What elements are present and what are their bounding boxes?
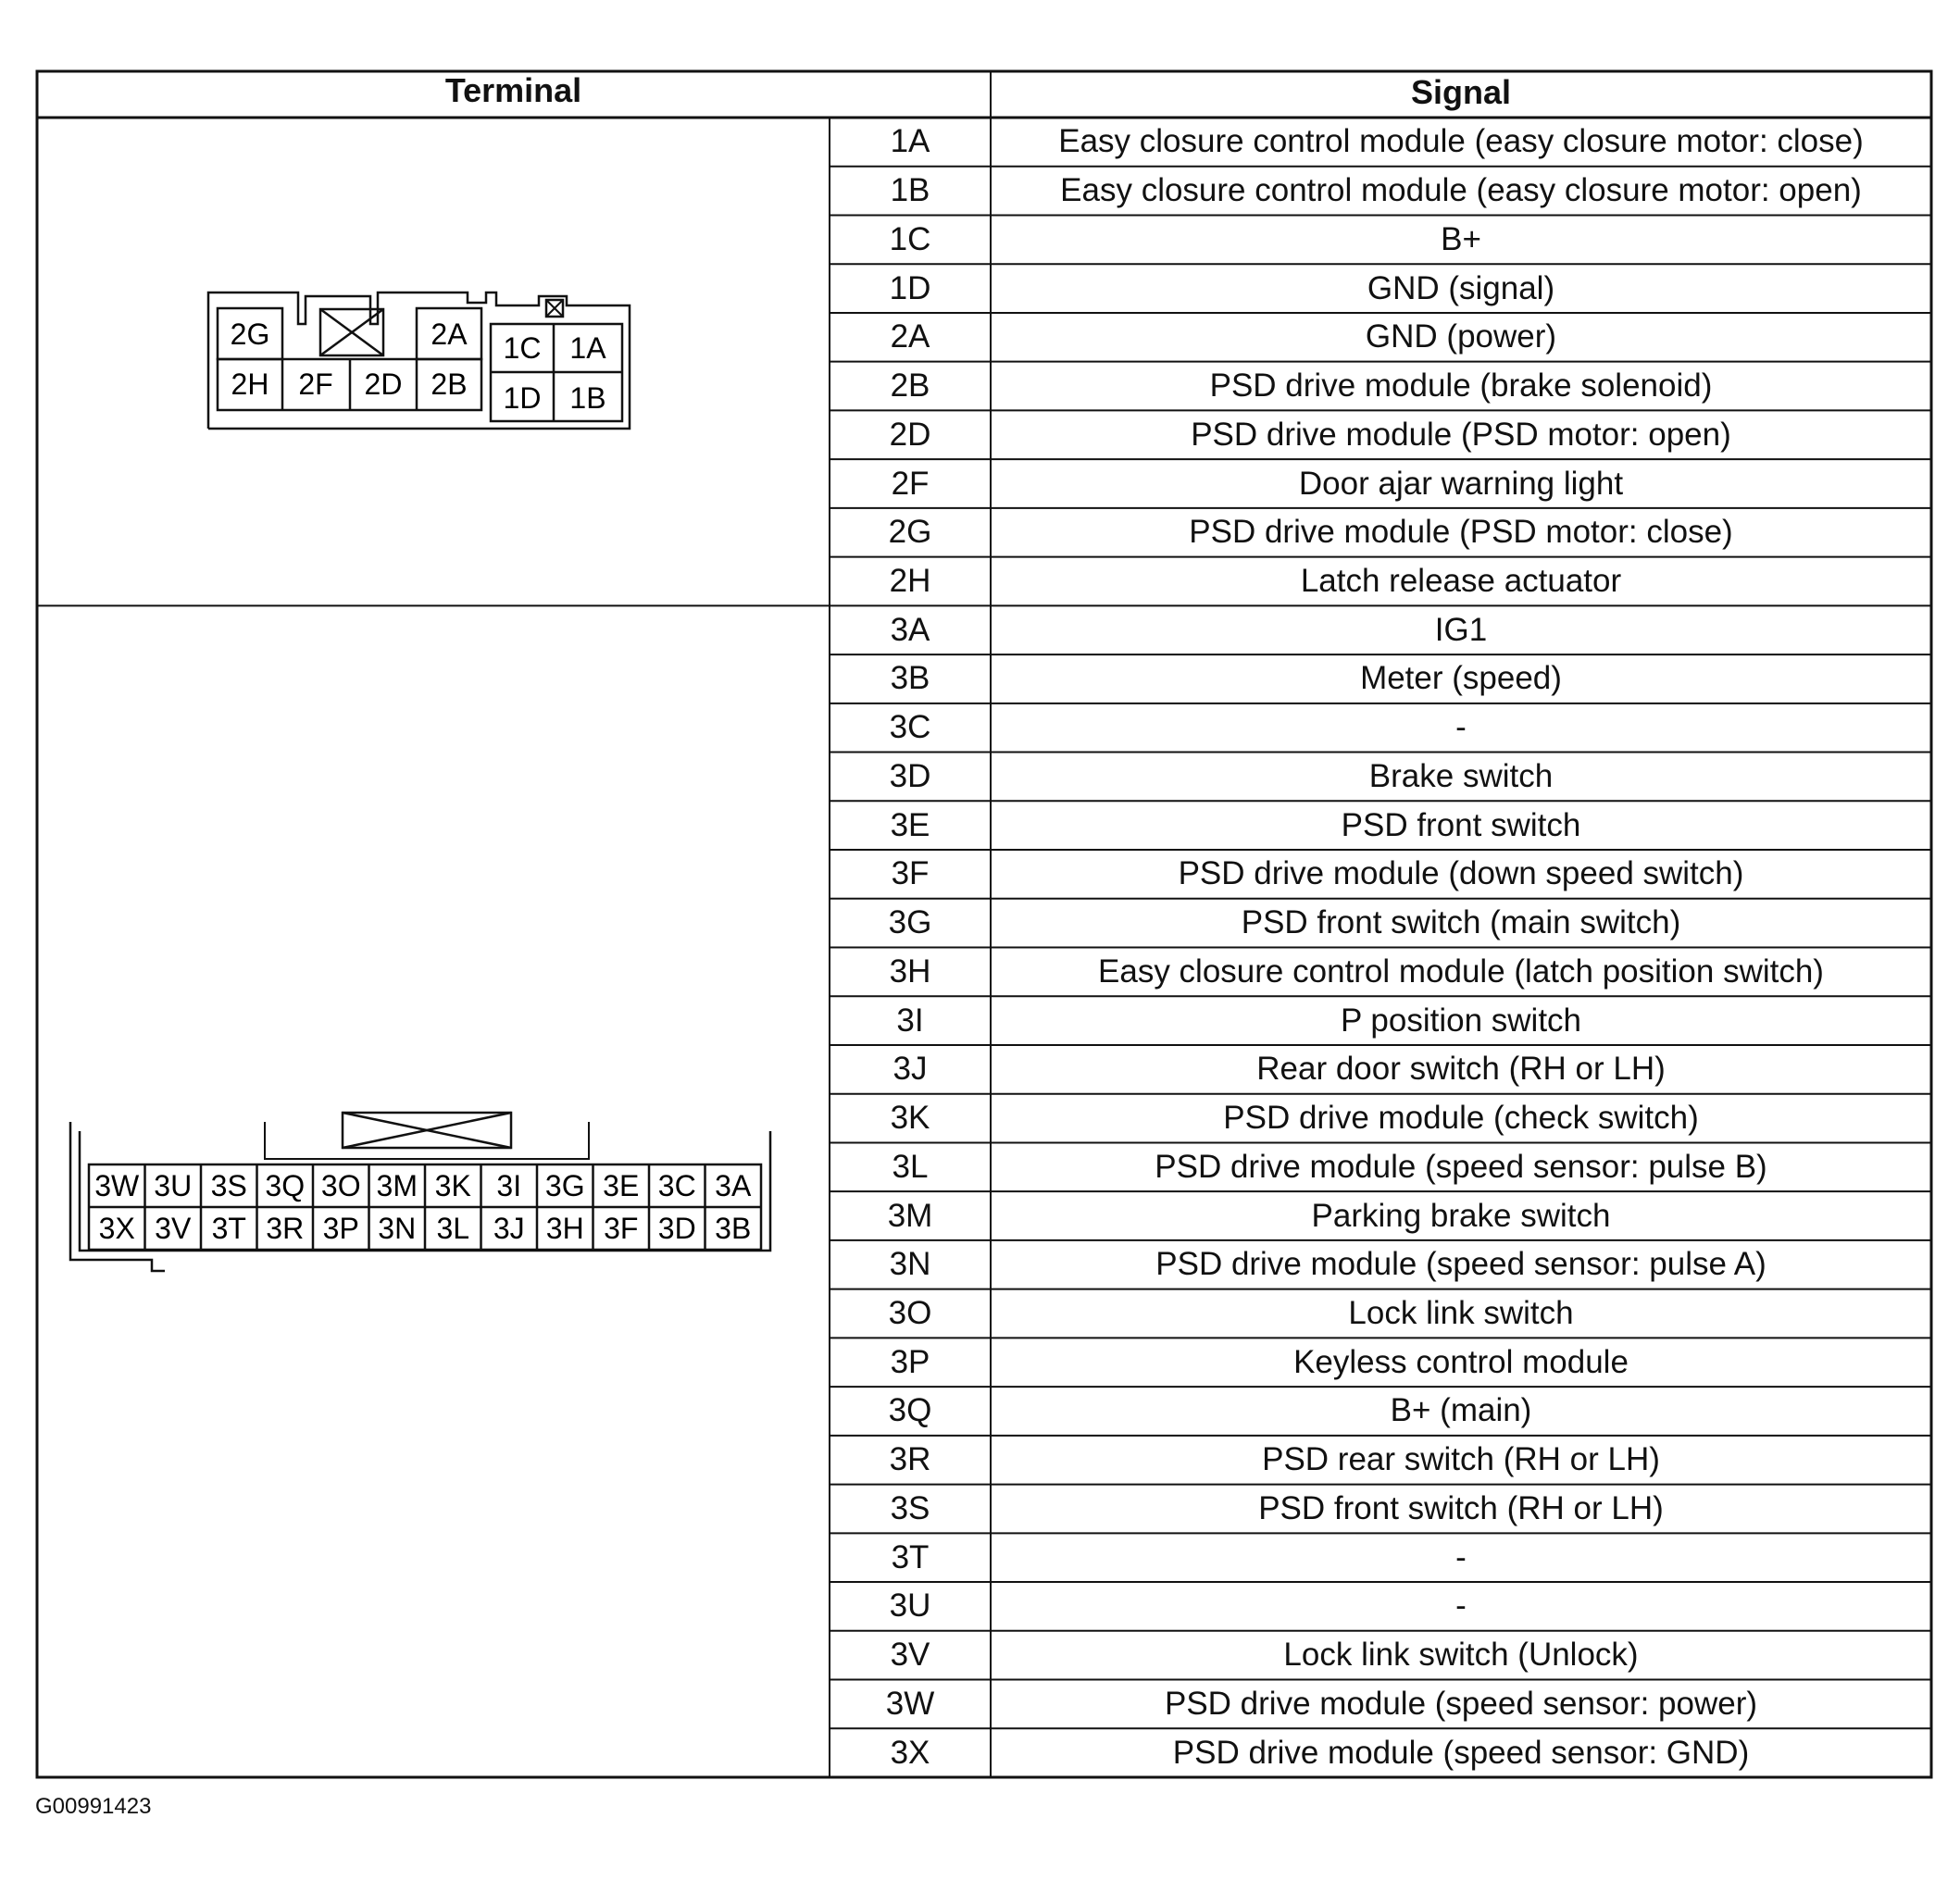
terminal-id-cell: 3B	[890, 660, 930, 697]
signal-cell: -	[1455, 1587, 1467, 1625]
terminal-id-cell: 3F	[891, 855, 930, 892]
signal-cell: B+ (main)	[1390, 1392, 1532, 1429]
pin-label: 3A	[715, 1169, 752, 1202]
signal-cell: Lock link switch (Unlock)	[1283, 1637, 1639, 1674]
header-signal: Signal	[1410, 73, 1512, 111]
terminal-id-cell: 3L	[892, 1148, 929, 1185]
terminal-id-cell: 2A	[890, 318, 930, 355]
terminal-id-cell: 3R	[889, 1441, 931, 1478]
pin-label: 3F	[604, 1212, 639, 1245]
pin-label: 1B	[569, 381, 606, 415]
pin-label: 1A	[569, 331, 606, 365]
terminal-id-cell: 1B	[890, 172, 930, 209]
connector-small-diagram	[208, 293, 630, 429]
connector-small-housing	[208, 293, 630, 429]
terminal-id-cell: 3V	[890, 1637, 930, 1674]
signal-cell: Meter (speed)	[1360, 660, 1562, 697]
signal-cell: Rear door switch (RH or LH)	[1256, 1051, 1666, 1088]
signal-cell: PSD drive module (PSD motor: open)	[1191, 416, 1731, 453]
signal-cell: GND (signal)	[1367, 269, 1555, 306]
terminal-id-cell: 3P	[890, 1343, 930, 1380]
signal-cell: PSD drive module (speed sensor: pulse A)	[1155, 1246, 1766, 1283]
signal-cell: Easy closure control module (easy closure motor: close)	[1058, 123, 1864, 160]
signal-cell: P position switch	[1340, 1002, 1582, 1039]
terminal-id-cell: 3I	[896, 1002, 924, 1039]
signal-cell: Easy closure control module (easy closure motor: open)	[1060, 172, 1862, 209]
pin-label: 2B	[431, 367, 468, 401]
pin-label: 3G	[544, 1169, 585, 1202]
pin-label: 2F	[298, 367, 333, 401]
pin-label: 3R	[266, 1212, 305, 1245]
signal-cell: PSD drive module (speed sensor: power)	[1164, 1685, 1757, 1722]
terminal-id-cell: 1D	[889, 269, 931, 306]
pin-label: 3U	[154, 1169, 193, 1202]
signal-cell: PSD drive module (brake solenoid)	[1209, 367, 1713, 405]
signal-cell: IG1	[1434, 611, 1488, 648]
signal-cell: Parking brake switch	[1311, 1197, 1611, 1234]
terminal-id-cell: 3X	[890, 1734, 930, 1771]
pin-label: 3O	[320, 1169, 361, 1202]
pin-label: 3C	[657, 1169, 696, 1202]
pin-label: 3L	[436, 1212, 470, 1245]
terminal-id-cell: 3K	[890, 1100, 930, 1137]
pin-label: 3X	[98, 1212, 135, 1245]
terminal-id-cell: 2B	[890, 367, 930, 405]
terminal-id-cell: 3D	[889, 757, 931, 794]
signal-cell: PSD front switch	[1341, 806, 1581, 843]
signal-cell: GND (power)	[1365, 318, 1557, 355]
pin-label: 3M	[376, 1169, 418, 1202]
signal-cell: PSD rear switch (RH or LH)	[1262, 1441, 1660, 1478]
pin-label: 2H	[231, 367, 269, 401]
figure-code: G00991423	[35, 1794, 152, 1819]
pin-label: 2G	[230, 317, 270, 351]
signal-cell: Latch release actuator	[1300, 562, 1622, 599]
terminal-id-cell: 3H	[889, 952, 931, 990]
pin-label: 3N	[378, 1212, 417, 1245]
signal-cell: PSD drive module (check switch)	[1223, 1100, 1699, 1137]
pin-label: 3W	[94, 1169, 140, 1202]
terminal-id-cell: 3G	[888, 904, 932, 941]
terminal-id-cell: 3O	[888, 1295, 932, 1331]
pin-label: 3V	[155, 1212, 192, 1245]
terminal-id-cell: 2G	[888, 514, 932, 551]
terminal-id-cell: 3N	[889, 1246, 931, 1283]
pin-label: 3S	[210, 1169, 247, 1202]
pin-label: 3H	[545, 1212, 584, 1245]
signal-cell: PSD drive module (speed sensor: GND)	[1172, 1734, 1750, 1771]
pin-label: 2A	[431, 317, 468, 351]
signal-cell: PSD front switch (main switch)	[1241, 904, 1681, 941]
signal-cell: PSD front switch (RH or LH)	[1258, 1489, 1664, 1526]
terminal-id-cell: 3T	[891, 1538, 930, 1575]
signal-cell: -	[1455, 1538, 1467, 1575]
signal-cell: Brake switch	[1368, 757, 1554, 794]
terminal-id-cell: 3Q	[888, 1392, 932, 1429]
pin-label: 3K	[434, 1169, 471, 1202]
terminal-id-cell: 2D	[889, 416, 931, 453]
terminal-id-cell: 3U	[889, 1587, 931, 1625]
terminal-id-cell: 3E	[890, 806, 930, 843]
terminal-id-cell: 1A	[890, 123, 930, 160]
signal-cell: PSD drive module (down speed switch)	[1178, 855, 1744, 892]
terminal-id-cell: 3S	[890, 1489, 930, 1526]
pin-label: 3J	[493, 1212, 525, 1245]
terminal-id-cell: 3M	[887, 1197, 933, 1234]
pin-label: 2D	[364, 367, 403, 401]
pin-label: 3E	[603, 1169, 640, 1202]
terminal-id-cell: 3W	[885, 1685, 935, 1722]
pin-label: 3Q	[265, 1169, 306, 1202]
signal-cell: PSD drive module (speed sensor: pulse B)	[1155, 1148, 1767, 1185]
terminal-id-cell: 3C	[889, 709, 931, 746]
signal-cell: -	[1455, 709, 1467, 746]
pin-label: 1C	[503, 331, 542, 365]
signal-cell: Keyless control module	[1293, 1343, 1629, 1380]
signal-cell: Easy closure control module (latch position switch)	[1098, 952, 1824, 990]
signal-cell: Lock link switch	[1348, 1295, 1574, 1331]
header-terminal: Terminal	[444, 71, 582, 109]
terminal-id-cell: 3A	[890, 611, 930, 648]
terminal-id-cell: 1C	[889, 220, 931, 257]
terminal-id-cell: 2F	[891, 465, 930, 502]
signal-cell: PSD drive module (PSD motor: close)	[1189, 514, 1733, 551]
pin-label: 3T	[211, 1212, 246, 1245]
connector-large-keyway	[265, 1122, 589, 1159]
pin-label: 1D	[503, 381, 542, 415]
pin-label: 3B	[715, 1212, 752, 1245]
signal-cell: Door ajar warning light	[1298, 465, 1624, 502]
terminal-id-cell: 2H	[889, 562, 931, 599]
signal-cell: B+	[1441, 220, 1481, 257]
pin-label: 3P	[322, 1212, 359, 1245]
pin-label: 3D	[657, 1212, 696, 1245]
connector-large-diagram	[70, 1113, 770, 1271]
pin-label: 3I	[496, 1169, 522, 1202]
terminal-id-cell: 3J	[893, 1051, 928, 1088]
